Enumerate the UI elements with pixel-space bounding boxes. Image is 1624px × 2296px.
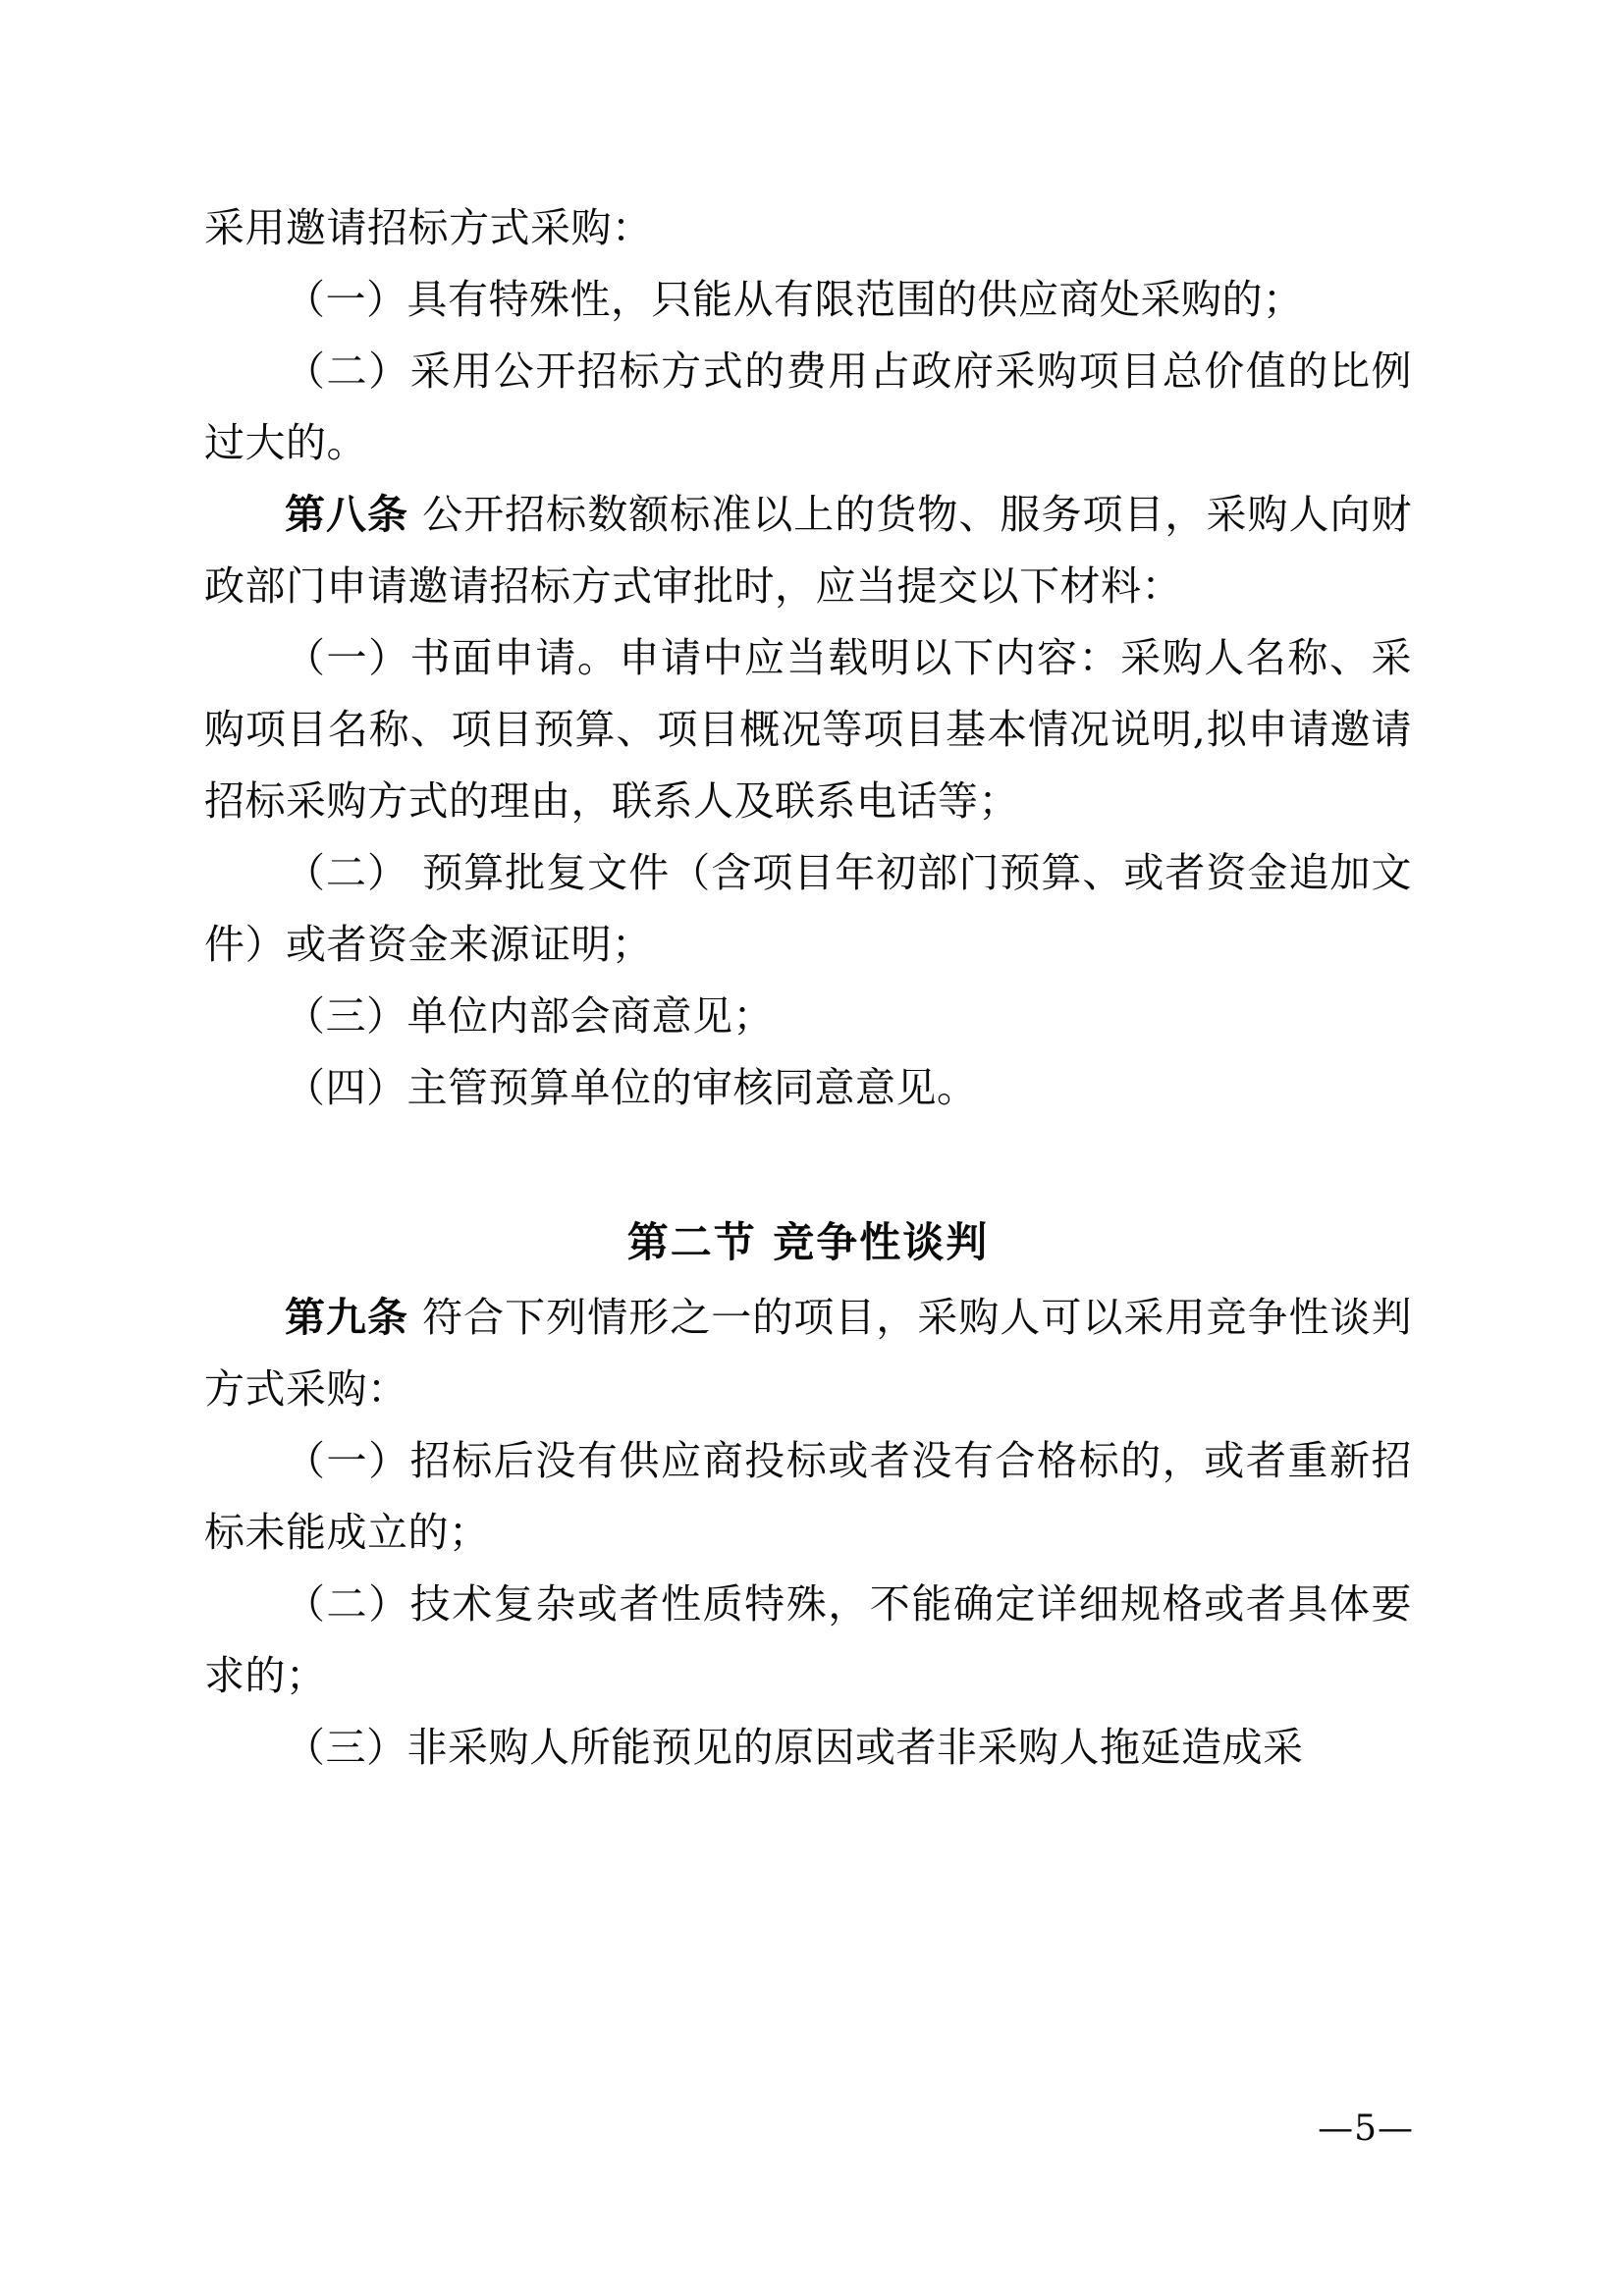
page-content [204, 192, 1412, 1784]
paragraph-article-8-item-2: （二） 预算批复文件（含项目年初部门预算、或者资金追加文件）或者资金来源证明； [204, 849, 1412, 968]
paragraph-article-8-item-3: （三）单位内部会商意见； [285, 992, 774, 1040]
paragraph-article-9-item-3: （三）非采购人所能预见的原因或者非采购人拖延造成采 [285, 1724, 1304, 1771]
article-8-label: 第八条 [285, 491, 409, 538]
paragraph-article-8 [204, 479, 1412, 622]
paragraph-article-8-item-4: （四）主管预算单位的审核同意意见。 [285, 1064, 978, 1111]
article-9-label: 第九条 [285, 1294, 409, 1341]
article-8-spacer [408, 491, 422, 538]
article-9-text: 符合下列情形之一的项目，采购人可以采用竞争性谈判方式采购： [204, 1294, 1413, 1413]
paragraph-intro: 采用邀请招标方式采购： [204, 204, 653, 251]
page-number: —5— [1318, 2109, 1414, 2149]
section-heading: 第二节 竞争性谈判 [626, 1218, 990, 1266]
paragraph-article-9-item-2: （二）技术复杂或者性质特殊，不能确定详细规格或者具体要求的； [204, 1580, 1412, 1699]
paragraph-article-8-item-1: （一）书面申请。申请中应当载明以下内容：采购人名称、采购项目名称、项目预算、项目概况等项目基本情况说明,拟申请邀请招标采购方式的理由，联系人及联系电话等； [204, 634, 1412, 825]
paragraph-article-9 [204, 1282, 1412, 1425]
paragraph-item-2: （二）采用公开招标方式的费用占政府采购项目总价值的比例过大的。 [204, 347, 1412, 466]
paragraph-article-9-item-1: （一）招标后没有供应商投标或者没有合格标的，或者重新招标未能成立的； [204, 1437, 1412, 1556]
article-9-spacer [408, 1294, 422, 1341]
paragraph-item-1: （一）具有特殊性，只能从有限范围的供应商处采购的； [285, 276, 1304, 323]
article-8-text: 公开招标数额标准以上的货物、服务项目，采购人向财政部门申请邀请招标方式审批时，应当提交以下材料： [204, 491, 1413, 610]
